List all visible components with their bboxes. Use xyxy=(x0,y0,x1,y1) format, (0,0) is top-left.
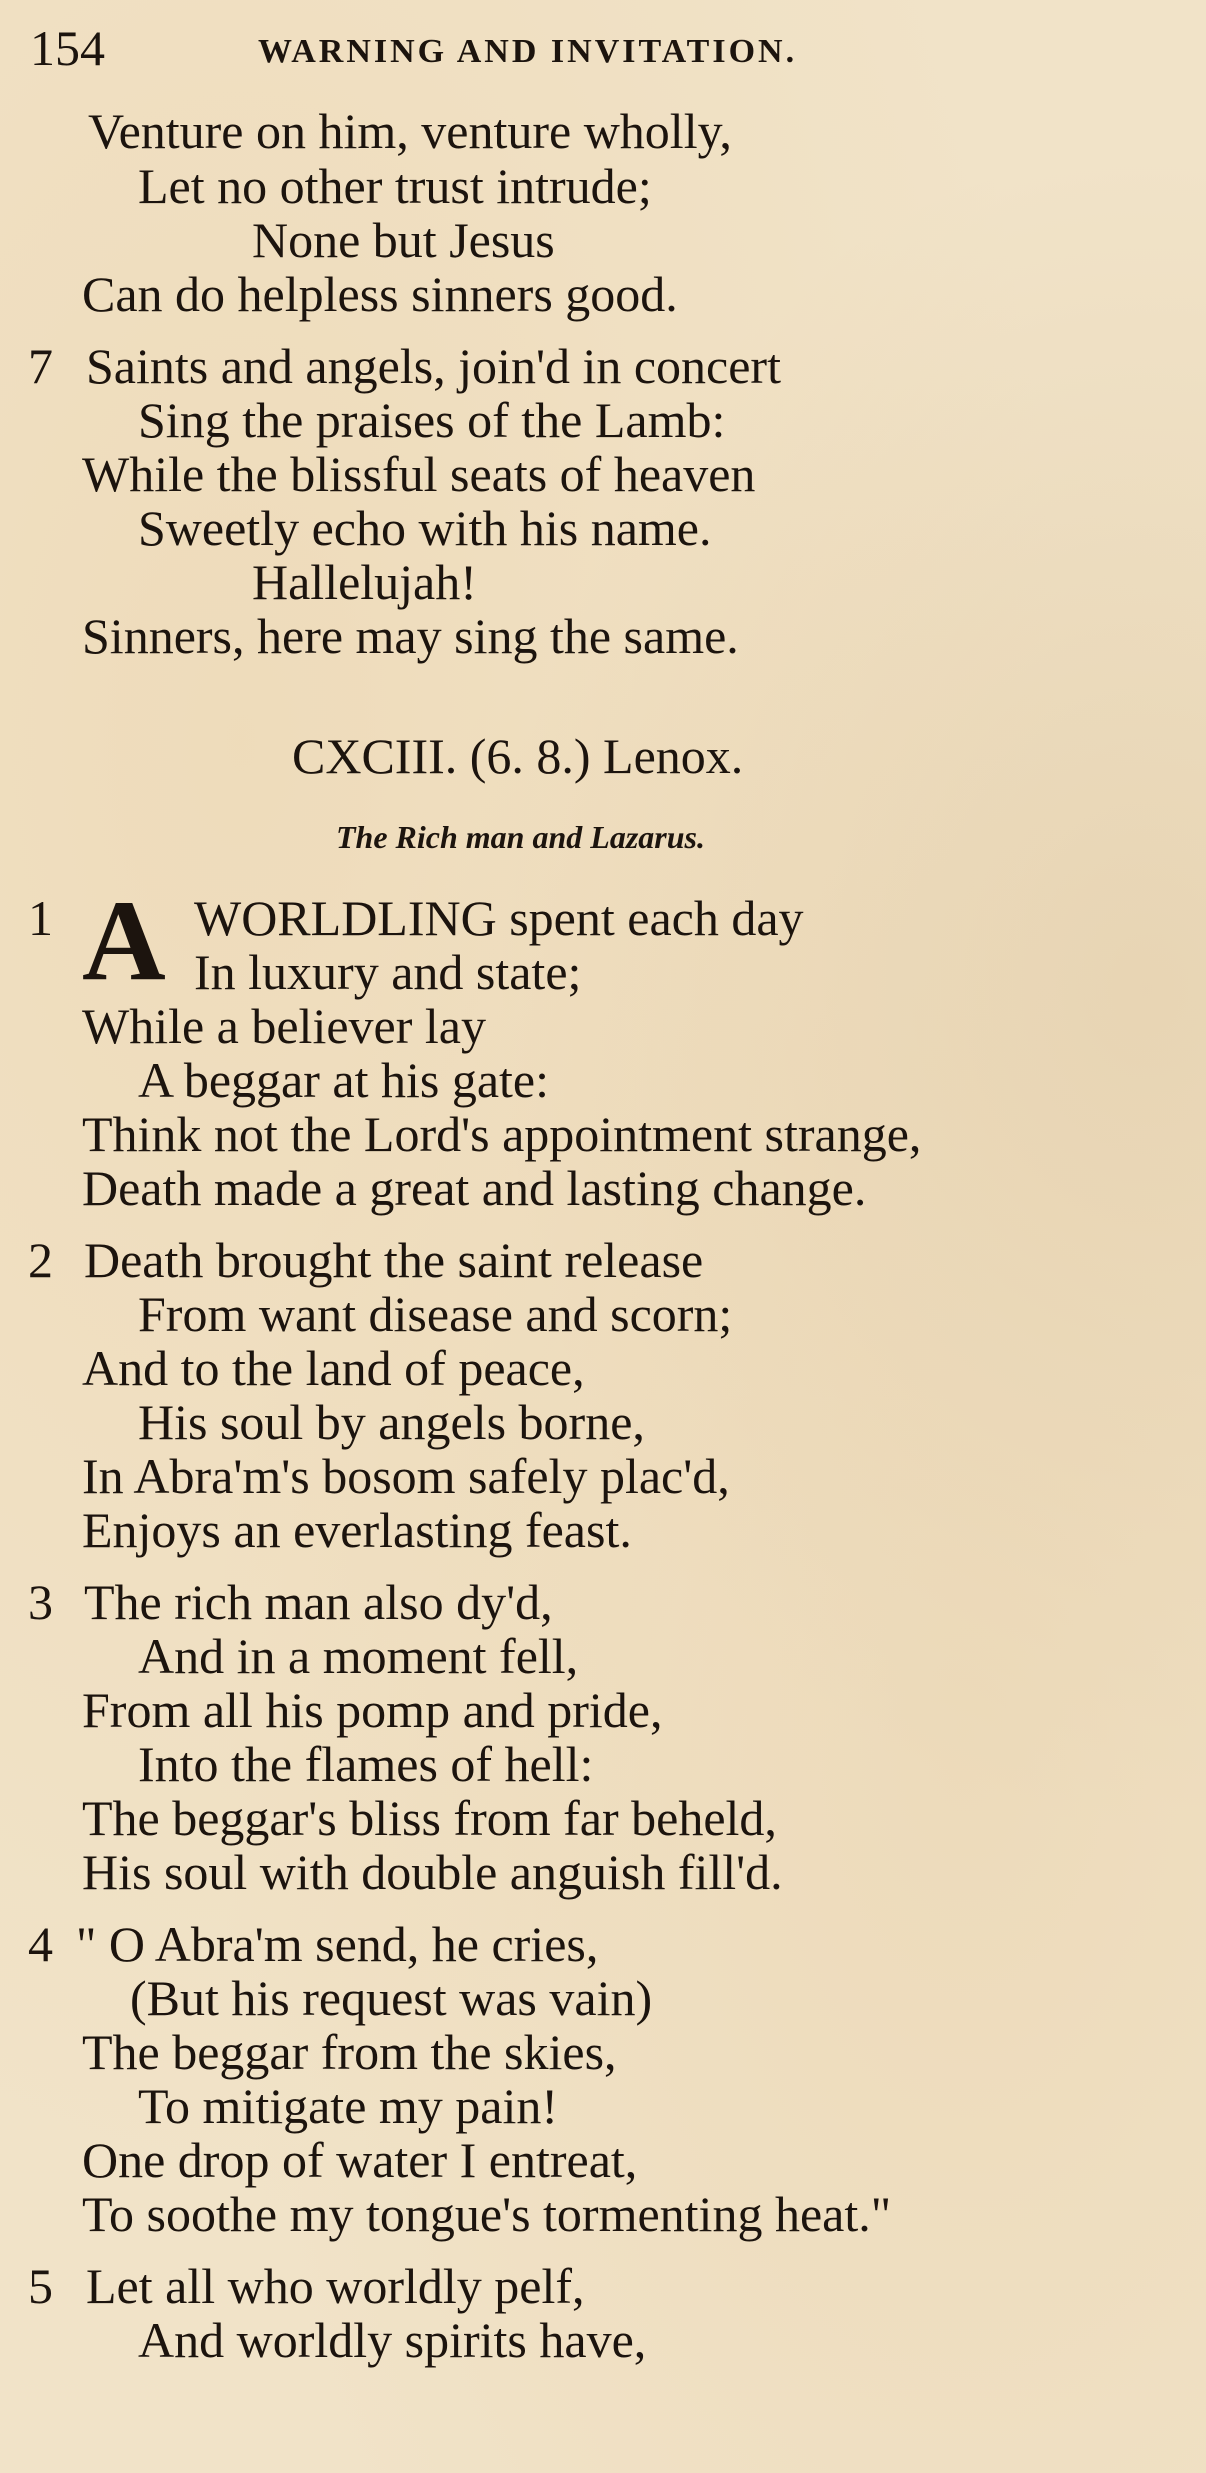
verse-line: While a believer lay xyxy=(82,998,486,1054)
verse-line: And in a moment fell, xyxy=(138,1628,579,1684)
verse-line: While the blissful seats of heaven xyxy=(82,446,756,502)
hymn-subtitle: The Rich man and Lazarus. xyxy=(336,819,705,855)
stanza-number: 5 xyxy=(28,2258,53,2314)
verse-line: His soul by angels borne, xyxy=(138,1394,645,1450)
verse-line: Venture on him, venture wholly, xyxy=(88,103,732,159)
verse-line: One drop of water I entreat, xyxy=(82,2132,638,2188)
stanza-number: 4 xyxy=(28,1916,53,1972)
verse-line: From want disease and scorn; xyxy=(138,1286,733,1342)
verse-line: In Abra'm's bosom safely plac'd, xyxy=(82,1448,730,1504)
verse-line: WORLDLING spent each day xyxy=(194,890,804,946)
verse-line: Enjoys an everlasting feast. xyxy=(82,1502,632,1558)
verse-line: His soul with double anguish fill'd. xyxy=(82,1844,783,1900)
stanza-number: 1 xyxy=(28,890,53,946)
verse-line: Death brought the saint release xyxy=(84,1232,704,1288)
verse-line: Hallelujah! xyxy=(252,554,477,610)
verse-line: Can do helpless sinners good. xyxy=(82,266,678,322)
verse-line: Let no other trust intrude; xyxy=(138,158,652,214)
verse-line: (But his request was vain) xyxy=(130,1970,653,2026)
verse-line: The rich man also dy'd, xyxy=(84,1574,553,1630)
verse-line: None but Jesus xyxy=(252,212,555,268)
verse-line: Sweetly echo with his name. xyxy=(138,500,712,556)
stanza-number: 7 xyxy=(28,338,53,394)
verse-line: Into the flames of hell: xyxy=(138,1736,594,1792)
running-title: WARNING AND INVITATION. xyxy=(258,33,798,70)
verse-line: And to the land of peace, xyxy=(82,1340,585,1396)
verse-line: To soothe my tongue's tormenting heat." xyxy=(82,2186,892,2242)
verse-line: " O Abra'm send, he cries, xyxy=(76,1916,599,1972)
verse-line: To mitigate my pain! xyxy=(138,2078,559,2134)
verse-line: The beggar from the skies, xyxy=(82,2024,617,2080)
page-header xyxy=(30,18,1180,78)
hymn-title: CXCIII. (6. 8.) Lenox. xyxy=(292,728,744,784)
verse-line: Let all who worldly pelf, xyxy=(86,2258,585,2314)
stanza-number: 3 xyxy=(28,1574,53,1630)
stanza-number: 2 xyxy=(28,1232,53,1288)
verse-line: Think not the Lord's appointment strange, xyxy=(82,1106,922,1162)
page-number: 154 xyxy=(30,20,105,76)
verse-line: Sinners, here may sing the same. xyxy=(82,608,739,664)
verse-line: The beggar's bliss from far beheld, xyxy=(82,1790,777,1846)
verse-line: Saints and angels, join'd in concert xyxy=(86,338,781,394)
drop-cap: A xyxy=(82,877,166,1005)
verse-line: Sing the praises of the Lamb: xyxy=(138,392,726,448)
verse-line: And worldly spirits have, xyxy=(138,2312,647,2368)
verse-line: In luxury and state; xyxy=(194,944,582,1000)
verse-line: From all his pomp and pride, xyxy=(82,1682,663,1738)
verse-line: A beggar at his gate: xyxy=(138,1052,549,1108)
verse-line: Death made a great and lasting change. xyxy=(82,1160,867,1216)
